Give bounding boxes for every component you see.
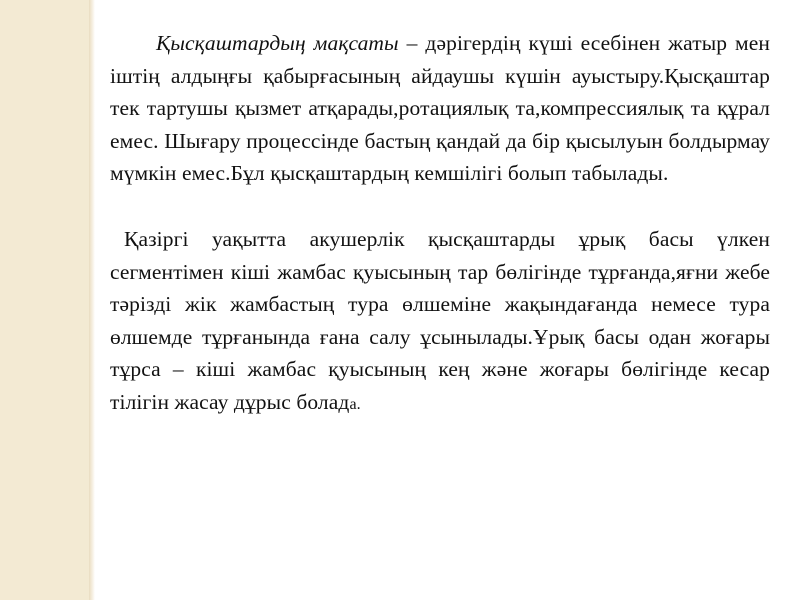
paragraph-lead-term: Қысқаштардың мақсаты [156,31,399,55]
paragraph-text: – дәрігердің күші есебінен жатыр мен іштің алдыңғы қабырғасының айдаушы күшін ауыстыру.Қысқаштар тек тартушы қызмет атқарады,ротациялық та,компрессиялық та құрал емес. Шығару процессінде бастың қандай да бір қысылуын болдырмау мүмкін емес.Бұл қысқаштардың кемшілігі болып табылады. [110,31,770,186]
paragraph-purpose [110,27,770,190]
side-band-edge [89,0,95,600]
paragraph-text: Қазіргі уақытта акушерлік қысқаштарды ұрық басы үлкен сегментімен кіші жамбас қуысының тар бөлігінде тұрғанда,яғни жебе тәрізді жік жамбастың тура өлшеміне жақындағанда немесе тура өлшемде тұрғанында ғана салу ұсынылады.Ұрық басы одан жоғары тұрса – кіші жамбас қуысының кең және жоғары бөлігінде кесар тілігін жасау дұрыс болад [110,226,770,414]
paragraph-trailing-text: а. [349,395,361,413]
document-body [110,27,770,422]
decorative-side-band [0,0,89,600]
paragraph-indications [110,223,770,422]
